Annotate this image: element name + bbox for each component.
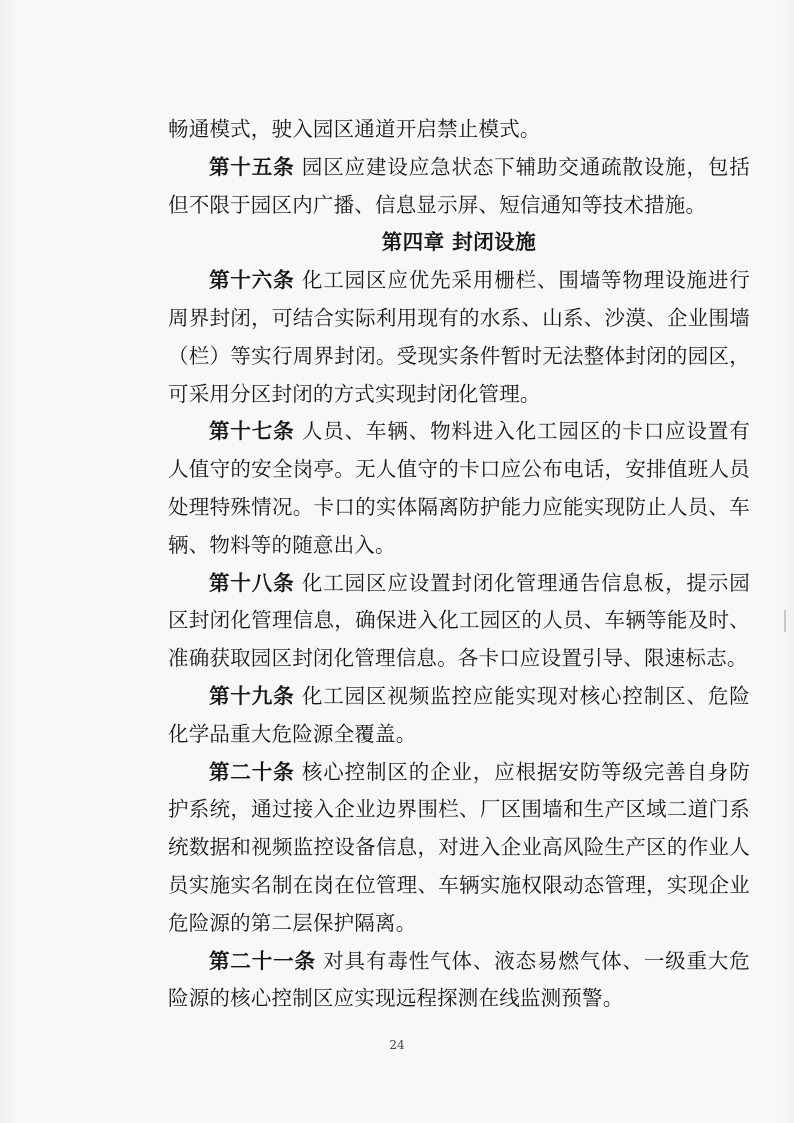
article-number: 第十七条: [209, 419, 295, 444]
article-17: [168, 413, 750, 564]
article-21: [168, 943, 750, 1019]
article-text: 对具有毒性气体、液态易燃气体、一级重大危险源的核心控制区应实现远程探测在线监测预警。: [168, 948, 750, 1011]
article-15: [168, 149, 750, 225]
article-text: 化工园区视频监控应能实现对核心控制区、危险化学品重大危险源全覆盖。: [168, 683, 750, 746]
chapter-heading: 第四章 封闭设施: [381, 230, 537, 255]
article-number: 第十九条: [209, 683, 295, 708]
article-text: 核心控制区的企业，应根据安防等级完善自身防护系统，通过接入企业边界围栏、厂区围墙和生产区域二道门系统数据和视频监控设备信息，对进入企业高风险生产区的作业人员实施实名制在岗在位管理、车辆实施权限动态管理，实现企业危险源的第二层保护隔离。: [168, 759, 750, 935]
paragraph-text: 畅通模式，驶入园区通道开启禁止模式。: [168, 117, 541, 141]
article-19: [168, 678, 750, 754]
article-number: 第二十条: [209, 759, 295, 784]
article-text: 化工园区应设置封闭化管理通告信息板，提示园区封闭化管理信息，确保进入化工园区的人员、车辆等能及时、准确获取园区封闭化管理信息。各卡口应设置引导、限速标志。: [168, 570, 750, 671]
page-number: 24: [389, 1038, 405, 1052]
scan-edge-mark: [784, 610, 786, 632]
article-number: 第十五条: [209, 154, 295, 179]
paragraph-continuation: [168, 111, 750, 149]
article-text: 化工园区应优先采用栅栏、围墙等物理设施进行周界封闭，可结合实际利用现有的水系、山系、沙漠、企业围墙（栏）等实行周界封闭。受现实条件暂时无法整体封闭的园区，可采用分区封闭的方式实现封闭化管理。: [168, 268, 750, 406]
article-number: 第十八条: [209, 570, 295, 595]
article-text: 园区应建设应急状态下辅助交通疏散设施，包括但不限于园区内广播、信息显示屏、短信通知等技术措施。: [168, 154, 750, 217]
article-text: 人员、车辆、物料进入化工园区的卡口应设置有人值守的安全岗亭。无人值守的卡口应公布电话，安排值班人员处理特殊情况。卡口的实体隔离防护能力应能实现防止人员、车辆、物料等的随意出入。: [168, 419, 750, 557]
article-number: 第十六条: [209, 268, 295, 293]
article-number: 第二十一条: [209, 948, 316, 973]
article-18: [168, 565, 750, 678]
document-body: [168, 111, 750, 1018]
article-20: [168, 754, 750, 943]
article-16: [168, 262, 750, 413]
